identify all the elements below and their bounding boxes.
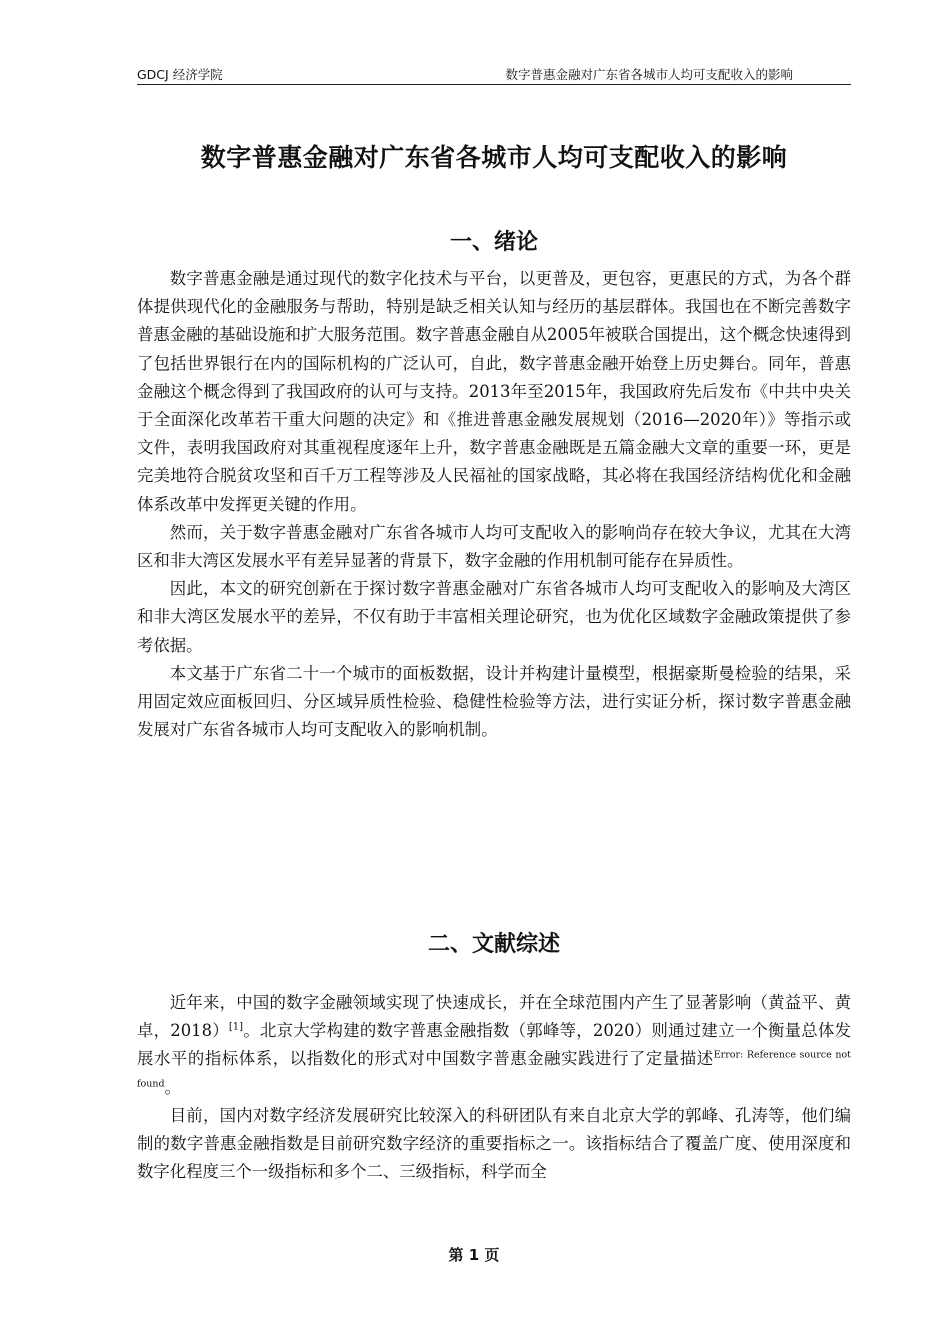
paragraph: 因此，本文的研究创新在于探讨数字普惠金融对广东省各城市人均可支配收入的影响及大湾区和非大湾区发展水平的差异，不仅有助于丰富相关理论研究，也为优化区域数字金融政策提供了参考依据。 (137, 579, 851, 655)
paragraph-text: 近年来，中国的数字金融领域实现了快速成长，并在全球范围内产生了显著影响（黄益平、黄卓，2018） (137, 993, 851, 1041)
page-number: 第 1 页 (448, 1246, 500, 1264)
reference-error-note: Error: Reference source not found (137, 1049, 851, 1090)
paragraph: 然而，关于数字普惠金融对广东省各城市人均可支配收入的影响尚存在较大争议，尤其在大湾区和非大湾区发展水平有差异显著的背景下，数字金融的作用机制可能存在异质性。 (137, 522, 851, 571)
section-heading-introduction: 一、绪论 (449, 230, 538, 255)
citation-ref[interactable]: [1] (228, 1021, 244, 1033)
paragraph: 数字普惠金融是通过现代的数字化技术与平台，以更普及，更包容，更惠民的方式，为各个群体提供现代化的金融服务与帮助，特别是缺乏相关认知与经历的基层群体。我国也在不断完善数字普惠金融的基础设施和扩大服务范围。数字普惠金融自从2005年被联合国提出，这个概念快速得到了包括世界银行在内的国际机构的广泛认可，自此，数字普惠金融开始登上历史舞台。同年，普惠金融这个概念得到了我国政府的认可与支持。2013年至2015年，我国政府先后发布《中共中央关于全面深化改革若干重大问题的决定》和《推进普惠金融发展规划（2016—2020年）》等指示或文件，表明我国政府对其重视程度逐年上升，数字普惠金融既是五篇金融大文章的重要一环，更是完美地符合脱贫攻坚和百千万工程等涉及人民福祉的国家战略，其必将在我国经济结构优化和金融体系改革中发挥更关键的作用。 (137, 269, 851, 514)
section-literature-body (137, 989, 851, 1186)
paragraph-text: 。 (164, 1077, 181, 1097)
paragraph: 本文基于广东省二十一个城市的面板数据，设计并构建计量模型，根据豪斯曼检验的结果，采用固定效应面板回归、分区域异质性检验、稳健性检验等方法，进行实证分析，探讨数字普惠金融发展对广东省各城市人均可支配收入的影响机制。 (137, 663, 851, 740)
paper-title: 数字普惠金融对广东省各城市人均可支配收入的影响 (200, 143, 788, 172)
paragraph-text: 。北京大学构建的数字普惠金融指数（郭峰等，2020）则通过建立一个衡量总体发展水平的指标体系，以指数化的形式对中国数字普惠金融实践进行了定量描述 (137, 1021, 851, 1069)
header-left: GDCJ 经济学院 (137, 67, 223, 82)
paragraph (137, 989, 851, 1102)
section-introduction-body (137, 265, 851, 744)
header-right: 数字普惠金融对广东省各城市人均可支配收入的影响 (505, 67, 793, 82)
paragraph: 目前，国内对数字经济发展研究比较深入的科研团队有来自北京大学的郭峰、孔涛等，他们编制的数字普惠金融指数是目前研究数字经济的重要指标之一。该指标结合了覆盖广度、使用深度和数字化程度三个一级指标和多个二、三级指标，科学而全 (137, 1105, 851, 1182)
running-header (137, 66, 851, 85)
section-heading-literature-review: 二、文献综述 (427, 932, 560, 957)
